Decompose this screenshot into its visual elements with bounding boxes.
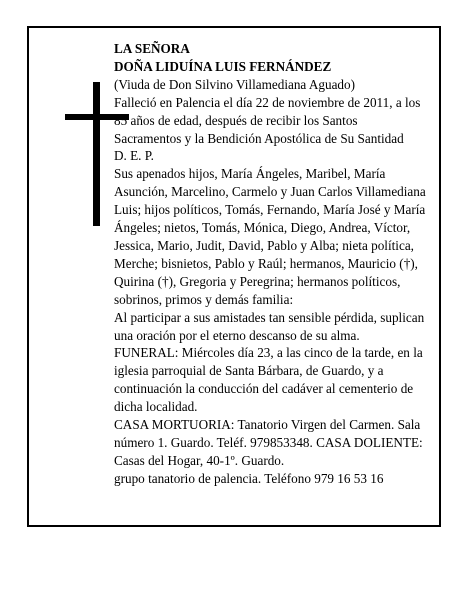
funeral-paragraph: FUNERAL: Miércoles día 23, a las cinco de la tarde, en la iglesia parroquial de Santa Bárbara, de Guardo, y a continuación la conducción del cadáver al cementerio de dicha localidad. [114,345,423,415]
mortuary-paragraph: CASA MORTUORIA: Tanatorio Virgen del Carmen. Sala número 1. Guardo. Teléf. 979853348. CASA DOLIENTE: Casas del Hogar, 40-1º. Guardo. [114,417,423,468]
notice-title: LA SEÑORA [114,41,190,56]
footer-line: grupo tanatorio de palencia. Teléfono 979 16 53 16 [114,470,384,486]
request-paragraph: Al participar a sus amistades tan sensible pérdida, suplican una oración por el eterno descanso de su alma. [114,309,425,343]
widow-line: (Viuda de Don Silvino Villamediana Aguado) [114,76,355,92]
death-paragraph: Falleció en Palencia el día 22 de noviembre de 2011, a los 85 años de edad, después de recibir los Santos Sacramentos y la Bendición Apostólica de Su Santidad [114,94,421,146]
family-paragraph: Sus apenados hijos, María Ángeles, Maribel, María Asunción, Marcelino, Carmelo y Juan Carlos Villamediana Luis; hijos políticos, Tomás, Fernando, María José y María Ángeles; nietos, Tomás, Mónica, Diego, Andrea, Víctor, Jessica, Mario, Judit, David, Pablo y Alba; nieta política, Merche; bisnietos, Pablo y Raúl; hermanos, Mauricio (†), Quirina (†), Gregoria y Peregrina; hermanos políticos, sobrinos, primos y demás familia: [114,166,426,307]
rip-line: D. E. P. [114,148,154,164]
deceased-name: DOÑA LIDUÍNA LUIS FERNÁNDEZ [114,58,332,74]
obituary-text [114,40,426,488]
